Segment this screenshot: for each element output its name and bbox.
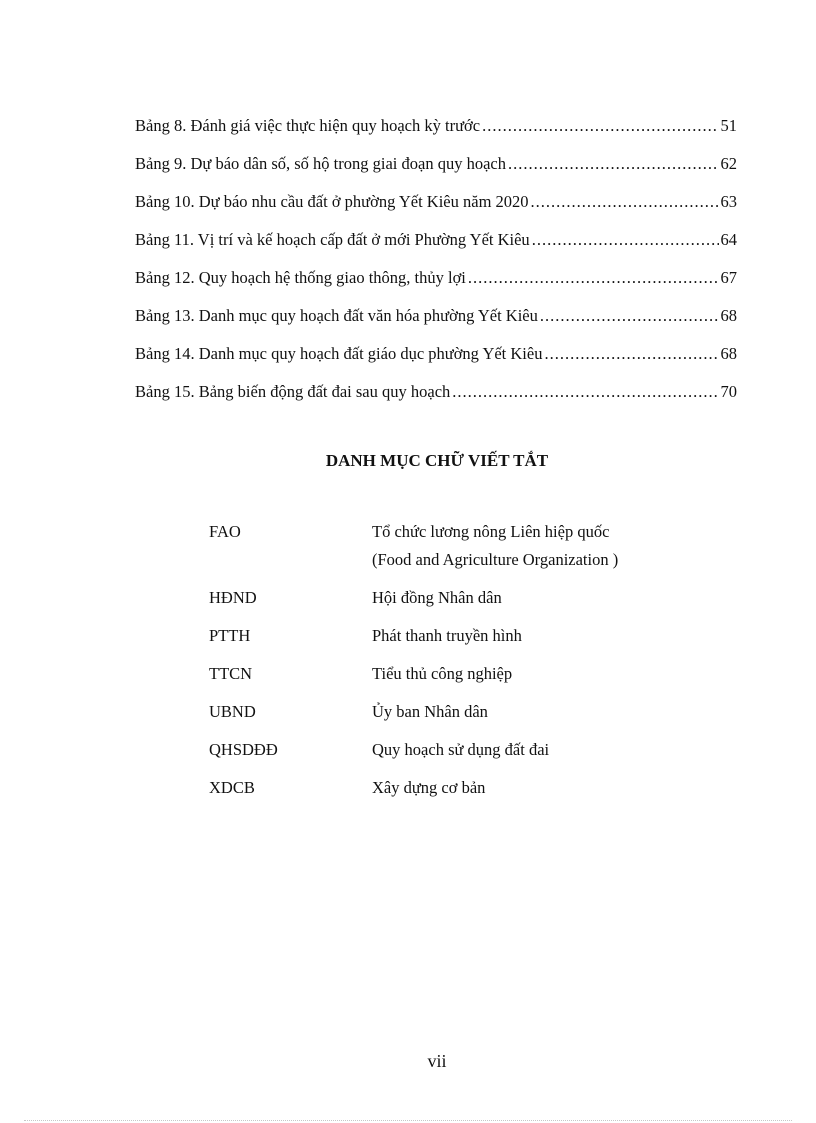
- toc-entry[interactable]: [135, 190, 737, 228]
- toc-entry-page: 63: [720, 192, 737, 211]
- toc-entry-page: 70: [720, 382, 737, 401]
- toc-entry[interactable]: [135, 228, 737, 266]
- abbreviation-row: [209, 660, 618, 698]
- toc-entry[interactable]: [135, 152, 737, 190]
- toc-leader-dots: [531, 190, 719, 214]
- toc-entry-label: Bảng 12. Quy hoạch hệ thống giao thông, thủy lợi: [135, 268, 466, 287]
- page-bottom-divider: [24, 1120, 792, 1121]
- toc-leader-dots: [508, 152, 719, 176]
- abbreviation-key: TTCN: [209, 664, 253, 683]
- abbreviation-meaning: [372, 518, 618, 584]
- abbreviations-title: DANH MỤC CHỮ VIẾT TẮT: [325, 451, 549, 470]
- toc-entry-page: 68: [720, 344, 737, 363]
- abbreviation-key: HĐND: [209, 588, 257, 607]
- abbreviation-meaning: Ủy ban Nhân dân: [372, 702, 488, 721]
- toc-entry[interactable]: [135, 114, 737, 152]
- abbreviation-meaning: Quy hoạch sử dụng đất đai: [372, 740, 550, 759]
- toc-leader-dots: [452, 380, 718, 404]
- abbreviation-key: QHSDĐĐ: [209, 740, 278, 759]
- toc-entry-page: 51: [720, 116, 737, 135]
- abbreviation-row: [209, 698, 618, 736]
- toc-entry-label: Bảng 11. Vị trí và kế hoạch cấp đất ở mới Phường Yết Kiêu: [135, 230, 530, 249]
- page-number: vii: [427, 1051, 447, 1071]
- toc-entry-label: Bảng 14. Danh mục quy hoạch đất giáo dục phường Yết Kiêu: [135, 344, 543, 363]
- abbreviation-row: [209, 518, 618, 584]
- toc-entry[interactable]: [135, 304, 737, 342]
- abbreviation-key: FAO: [209, 522, 241, 541]
- abbreviation-row: [209, 584, 618, 622]
- toc-entry-page: 68: [720, 306, 737, 325]
- toc-entry[interactable]: [135, 380, 737, 418]
- toc-entry[interactable]: [135, 266, 737, 304]
- abbreviations-table: [209, 518, 618, 812]
- abbreviation-meaning: Phát thanh truyền hình: [372, 626, 522, 645]
- toc-entry-label: Bảng 10. Dự báo nhu cầu đất ở phường Yết Kiêu năm 2020: [135, 192, 529, 211]
- toc-entry[interactable]: [135, 342, 737, 380]
- toc-entry-page: 64: [720, 230, 737, 249]
- toc-entry-label: Bảng 15. Bảng biến động đất đai sau quy hoạch: [135, 382, 451, 401]
- toc-leader-dots: [468, 266, 719, 290]
- table-of-tables: [135, 114, 737, 418]
- toc-entry-page: 67: [720, 268, 737, 287]
- toc-leader-dots: [544, 342, 718, 366]
- abbreviation-row: [209, 736, 618, 774]
- toc-leader-dots: [540, 304, 719, 328]
- abbreviation-meaning: Xây dựng cơ bản: [372, 778, 486, 797]
- abbreviation-meaning: Hội đồng Nhân dân: [372, 588, 502, 607]
- toc-leader-dots: [532, 228, 719, 252]
- toc-entry-label: Bảng 9. Dự báo dân số, số hộ trong giai đoạn quy hoạch: [135, 154, 506, 173]
- abbreviation-row: [209, 622, 618, 660]
- abbreviation-key: XDCB: [209, 778, 255, 797]
- abbreviation-meaning: Tiểu thủ công nghiệp: [372, 664, 513, 683]
- abbreviation-key: PTTH: [209, 626, 251, 645]
- abbreviation-meaning-line: Tổ chức lương nông Liên hiệp quốc: [372, 522, 610, 541]
- abbreviation-key: UBND: [209, 702, 256, 721]
- toc-entry-label: Bảng 8. Đánh giá việc thực hiện quy hoạch kỳ trước: [135, 116, 481, 135]
- toc-entry-label: Bảng 13. Danh mục quy hoạch đất văn hóa phường Yết Kiêu: [135, 306, 538, 325]
- abbreviation-meaning-line: (Food and Agriculture Organization ): [372, 550, 619, 569]
- toc-entry-page: 62: [720, 154, 737, 173]
- abbreviation-row: [209, 774, 618, 812]
- toc-leader-dots: [482, 114, 718, 138]
